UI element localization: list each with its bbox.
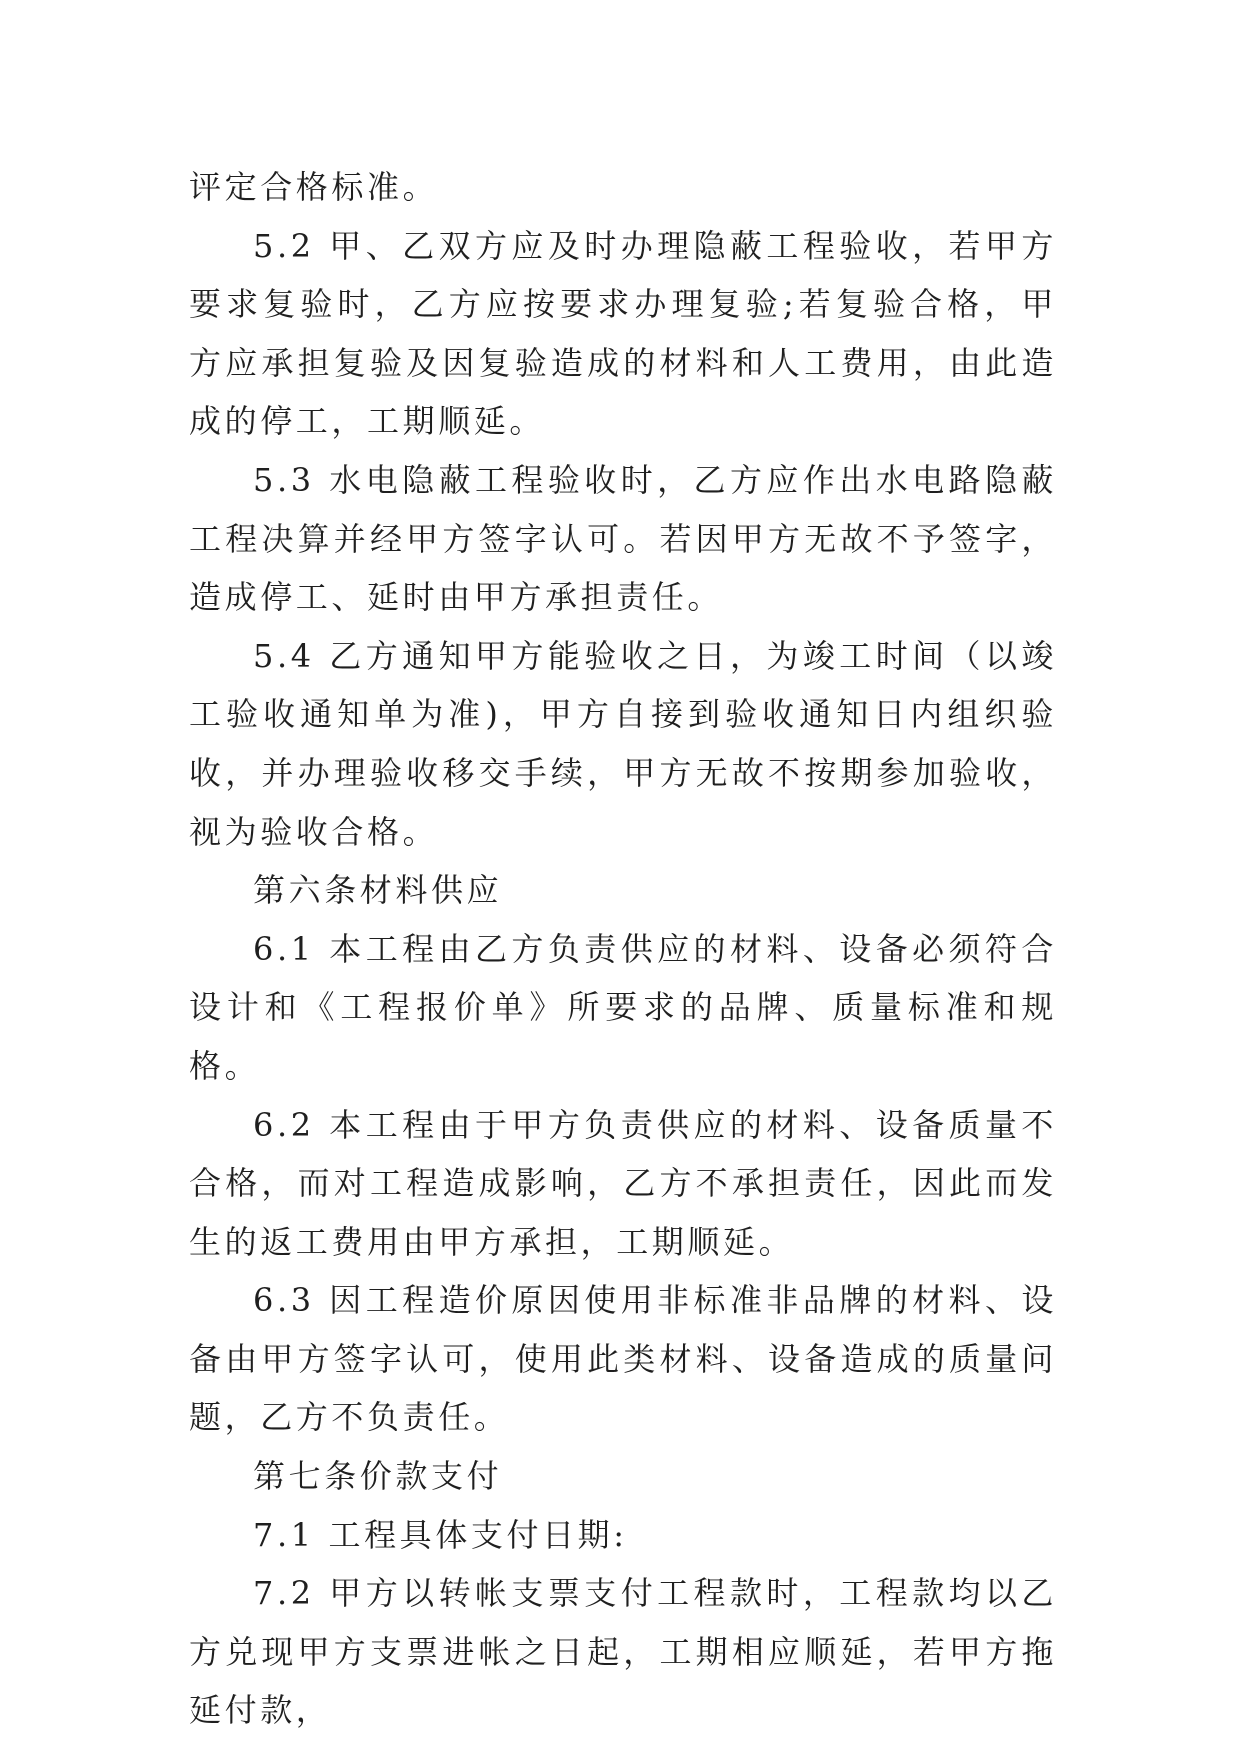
paragraph-clause-7-2: 7.2 甲方以转帐支票支付工程款时，工程款均以乙方兑现甲方支票进帐之日起，工期相应顺延，若甲方拖延付款， [189,1574,1057,1730]
section-heading-article-6: 第六条材料供应 [253,871,503,910]
paragraph-clause-5-2: 5.2 甲、乙双方应及时办理隐蔽工程验收，若甲方要求复验时，乙方应按要求办理复验;若复验合格，甲方应承担复验及因复验造成的材料和人工费用，由此造成的停工，工期顺延。 [189,226,1057,441]
document-body [189,158,1057,1740]
section-heading-article-7: 第七条价款支付 [253,1457,503,1496]
paragraph-clause-6-3: 6.3 因工程造价原因使用非标准非品牌的材料、设备由甲方签字认可，使用此类材料、设备造成的质量问题，乙方不负责任。 [189,1281,1057,1437]
paragraph-clause-7-1: 7.1 工程具体支付日期: [253,1515,628,1554]
paragraph-clause-5-4: 5.4 乙方通知甲方能验收之日，为竣工时间（以竣工验收通知单为准)，甲方自接到验收通知日内组织验收，并办理验收移交手续，甲方无故不按期参加验收，视为验收合格。 [189,636,1057,851]
paragraph-clause-5-3: 5.3 水电隐蔽工程验收时，乙方应作出水电路隐蔽工程决算并经甲方签字认可。若因甲方无故不予签字，造成停工、延时由甲方承担责任。 [189,460,1057,617]
paragraph-clause-6-2: 6.2 本工程由于甲方负责供应的材料、设备质量不合格，而对工程造成影响，乙方不承担责任，因此而发生的返工费用由甲方承担，工期顺延。 [189,1105,1057,1261]
paragraph-clause-6-1: 6.1 本工程由乙方负责供应的材料、设备必须符合设计和《工程报价单》所要求的品牌、质量标准和规格。 [189,929,1057,1085]
paragraph-continuation: 评定合格标准。 [189,168,439,206]
